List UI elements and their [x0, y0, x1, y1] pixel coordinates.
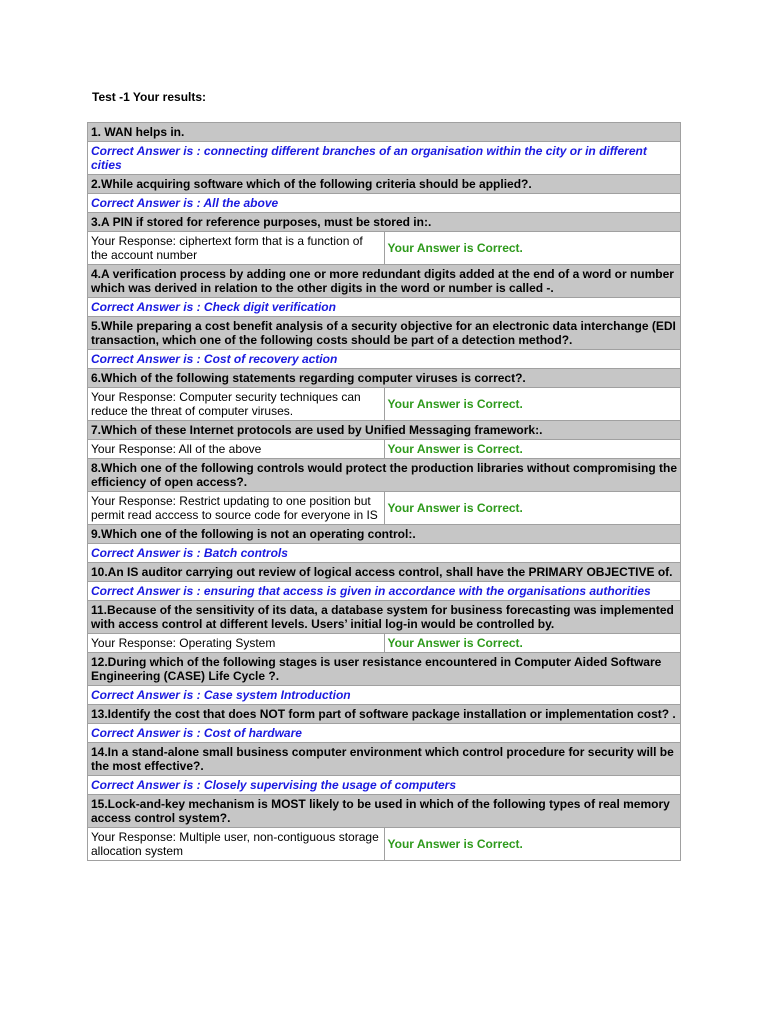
question-row: [88, 563, 681, 582]
correct-answer-row: [88, 298, 681, 317]
question-row: [88, 369, 681, 388]
question-text: 13.Identify the cost that does NOT form part of software package installation or implementation cost? .: [88, 705, 681, 724]
correct-answer-row: [88, 544, 681, 563]
response-row: [88, 232, 681, 265]
correct-answer-text: Correct Answer is : Cost of recovery action: [88, 350, 681, 369]
correct-answer-text: Correct Answer is : ensuring that access is given in accordance with the organisations authorities: [88, 582, 681, 601]
correct-answer-row: [88, 686, 681, 705]
question-row: [88, 265, 681, 298]
response-row: [88, 828, 681, 861]
question-row: [88, 601, 681, 634]
question-row: [88, 317, 681, 350]
question-text: 8.Which one of the following controls would protect the production libraries without compromising the efficiency of open access?.: [88, 459, 681, 492]
question-text: 9.Which one of the following is not an operating control:.: [88, 525, 681, 544]
question-text: 3.A PIN if stored for reference purposes, must be stored in:.: [88, 213, 681, 232]
your-response-text: Your Response: All of the above: [88, 440, 385, 459]
results-table: [87, 122, 681, 861]
question-text: 11.Because of the sensitivity of its data, a database system for business forecasting was implemented with access control at different levels. Users’ initial log-in would be controlled by.: [88, 601, 681, 634]
question-row: [88, 743, 681, 776]
question-row: [88, 421, 681, 440]
question-text: 14.In a stand-alone small business computer environment which control procedure for security will be the most effective?.: [88, 743, 681, 776]
question-text: 10.An IS auditor carrying out review of logical access control, shall have the PRIMARY OBJECTIVE of.: [88, 563, 681, 582]
question-text: 1. WAN helps in.: [88, 123, 681, 142]
response-row: [88, 634, 681, 653]
your-response-text: Your Response: ciphertext form that is a function of the account number: [88, 232, 385, 265]
your-response-text: Your Response: Multiple user, non-contiguous storage allocation system: [88, 828, 385, 861]
answer-status: Your Answer is Correct.: [384, 440, 681, 459]
question-row: [88, 525, 681, 544]
page-title: Test -1 Your results:: [92, 90, 207, 104]
question-row: [88, 653, 681, 686]
response-row: [88, 388, 681, 421]
correct-answer-text: Correct Answer is : All the above: [88, 194, 681, 213]
question-text: 4.A verification process by adding one or more redundant digits added at the end of a word or number which was derived in relation to the other digits in the word or number is called -.: [88, 265, 681, 298]
question-text: 12.During which of the following stages is user resistance encountered in Computer Aided Software Engineering (CASE) Life Cycle ?.: [88, 653, 681, 686]
correct-answer-row: [88, 724, 681, 743]
question-row: [88, 175, 681, 194]
correct-answer-text: Correct Answer is : Case system Introduction: [88, 686, 681, 705]
question-text: 5.While preparing a cost benefit analysis of a security objective for an electronic data interchange (EDI transaction, which one of the following costs should be part of a detection method?.: [88, 317, 681, 350]
answer-status: Your Answer is Correct.: [384, 828, 681, 861]
question-text: 2.While acquiring software which of the following criteria should be applied?.: [88, 175, 681, 194]
correct-answer-row: [88, 350, 681, 369]
question-row: [88, 795, 681, 828]
response-row: [88, 440, 681, 459]
question-text: 15.Lock-and-key mechanism is MOST likely to be used in which of the following types of real memory access control system?.: [88, 795, 681, 828]
your-response-text: Your Response: Computer security techniques can reduce the threat of computer viruses.: [88, 388, 385, 421]
correct-answer-row: [88, 582, 681, 601]
question-row: [88, 213, 681, 232]
correct-answer-text: Correct Answer is : Batch controls: [88, 544, 681, 563]
question-text: 7.Which of these Internet protocols are used by Unified Messaging framework:.: [88, 421, 681, 440]
response-row: [88, 492, 681, 525]
question-text: 6.Which of the following statements regarding computer viruses is correct?.: [88, 369, 681, 388]
answer-status: Your Answer is Correct.: [384, 492, 681, 525]
results-table-body: [88, 123, 681, 861]
question-row: [88, 123, 681, 142]
answer-status: Your Answer is Correct.: [384, 634, 681, 653]
correct-answer-row: [88, 194, 681, 213]
correct-answer-text: Correct Answer is : Closely supervising the usage of computers: [88, 776, 681, 795]
correct-answer-text: Correct Answer is : Cost of hardware: [88, 724, 681, 743]
your-response-text: Your Response: Operating System: [88, 634, 385, 653]
correct-answer-row: [88, 776, 681, 795]
answer-status: Your Answer is Correct.: [384, 232, 681, 265]
question-row: [88, 705, 681, 724]
correct-answer-text: Correct Answer is : connecting different branches of an organisation within the city or in different cities: [88, 142, 681, 175]
correct-answer-row: [88, 142, 681, 175]
your-response-text: Your Response: Restrict updating to one position but permit read acccess to source code for everyone in IS: [88, 492, 385, 525]
question-row: [88, 459, 681, 492]
answer-status: Your Answer is Correct.: [384, 388, 681, 421]
correct-answer-text: Correct Answer is : Check digit verification: [88, 298, 681, 317]
